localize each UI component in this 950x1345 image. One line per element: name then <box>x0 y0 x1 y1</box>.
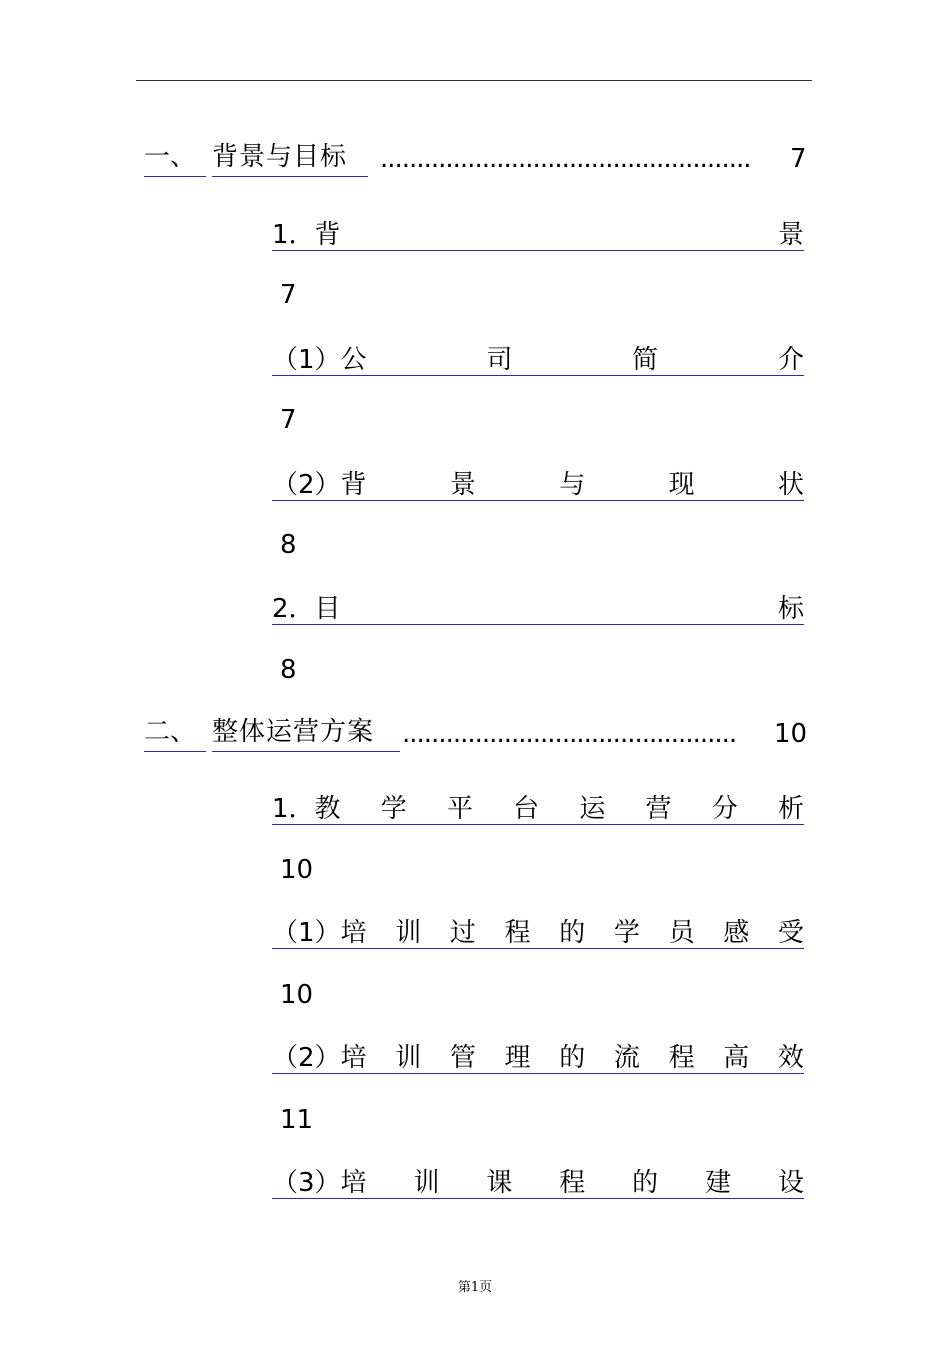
toc-section-marker[interactable]: 二、 <box>144 717 206 752</box>
toc-page-number: 8 <box>280 530 297 560</box>
toc-entry[interactable] <box>272 214 804 254</box>
toc-leader-dots: ................................................... <box>380 144 751 174</box>
toc-entry[interactable] <box>272 339 804 379</box>
toc-entry[interactable] <box>272 788 804 828</box>
toc-leader-dots: .............................................. <box>402 719 737 749</box>
toc-entry-label[interactable]: （1）培 训 过 程 的 学 员 感 受 <box>272 912 804 949</box>
page-footer: 第1页 <box>457 1280 493 1295</box>
toc-entry-label[interactable]: （2）培 训 管 理 的 流 程 高 效 <box>272 1037 804 1074</box>
toc-entry-label[interactable]: （1）公 司 简 介 <box>272 339 804 376</box>
toc-page-number: 8 <box>280 655 297 685</box>
toc-section-title[interactable]: 背景与目标 <box>212 142 368 177</box>
toc-entry-label[interactable]: （3）培 训 课 程 的 建 设 <box>272 1162 804 1199</box>
toc-page-number: 11 <box>280 1105 314 1135</box>
toc-entry-label[interactable]: 1．背 景 <box>272 214 804 251</box>
toc-section-marker[interactable]: 一、 <box>144 142 206 177</box>
toc-entry[interactable] <box>272 912 804 952</box>
toc-entry[interactable] <box>272 588 804 628</box>
toc-entry-label[interactable]: 1．教 学 平 台 运 营 分 析 <box>272 788 804 825</box>
toc-page-number: 10 <box>280 855 314 885</box>
toc-entry-label[interactable]: （2）背 景 与 现 状 <box>272 464 804 501</box>
toc-entry[interactable] <box>272 464 804 504</box>
toc-entry[interactable] <box>272 1162 804 1202</box>
toc-page-number: 10 <box>280 980 314 1010</box>
toc-page-number: 10 <box>774 719 808 749</box>
toc-section-title[interactable]: 整体运营方案 <box>212 717 400 752</box>
toc-page-number: 7 <box>280 280 297 310</box>
toc-page-number: 7 <box>280 405 297 435</box>
toc-entry-label[interactable]: 2．目 标 <box>272 588 804 625</box>
toc-page-number: 7 <box>790 144 807 174</box>
toc-entry[interactable] <box>272 1037 804 1077</box>
